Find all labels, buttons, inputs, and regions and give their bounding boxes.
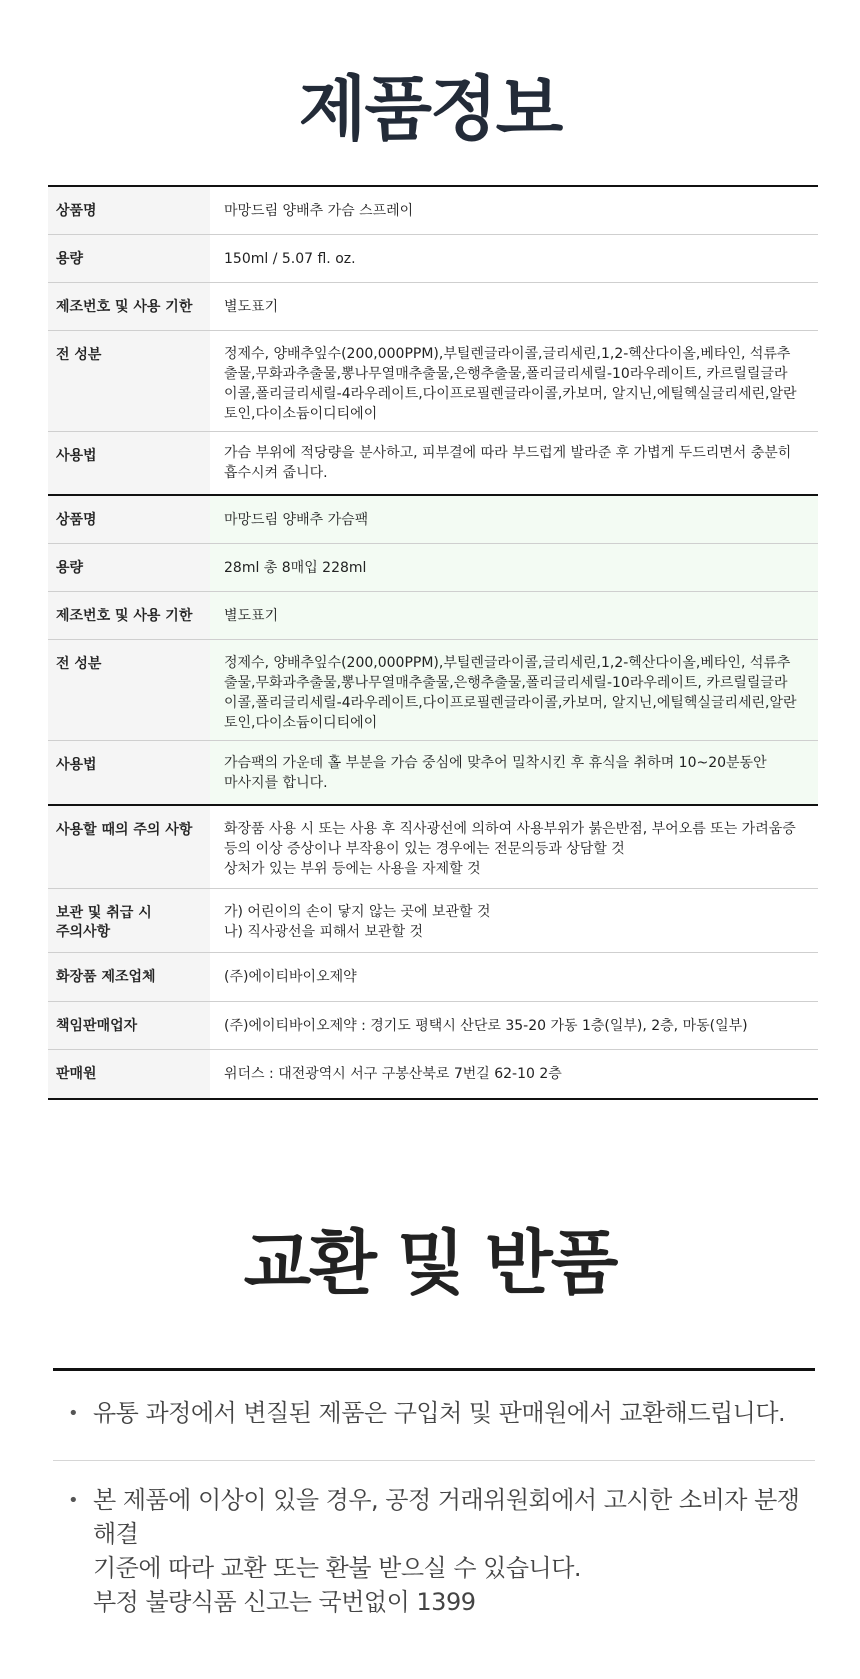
row-label-volume: 용량: [48, 544, 210, 591]
row-value-ingredients: 정제수, 양배추잎수(200,000PPM),부틸렌글라이콜,글리세린,1,2-헥산다이올,베타인, 석류추 출물,무화과추출물,뽕나무열매추출물,은행추출물,폴리글리세릴-10라우레이트, 카르릴릴글라 이콜,폴리글리세릴-4라우레이트,다이프로필렌글라이콜,카보머, 알지닌,에틸헥실글리세린,알란 토인,다이소듐이디티에이: [210, 640, 818, 740]
table-row: [48, 953, 818, 1002]
list-item: [53, 1461, 815, 1619]
row-label-ingredients: 전 성분: [48, 640, 210, 740]
row-value-distributor: 위더스 : 대전광역시 서구 구봉산북로 7번길 62-10 2층: [224, 1066, 562, 1082]
row-value-volume: 150ml / 5.07 fl. oz.: [224, 250, 356, 267]
exchange-return-title: 교환 및 반품: [243, 1222, 617, 1304]
row-label-usage-caution: 사용할 때의 주의 사항: [48, 806, 210, 888]
row-value-lot-expiry: 별도표기: [224, 298, 279, 315]
row-label-lot-expiry: 제조번호 및 사용 기한: [48, 592, 210, 639]
row-label-manufacturer: 화장품 제조업체: [48, 953, 210, 1001]
row-value-ingredients: 정제수, 양배추잎수(200,000PPM),부틸렌글라이콜,글리세린,1,2-헥산다이올,베타인, 석류추 출물,무화과추출물,뽕나무열매추출물,은행추출물,폴리글리세릴-10라우레이트, 카르릴릴글라 이콜,폴리글리세릴-4라우레이트,다이프로필렌글라이콜,카보머, 알지닌,에틸헥실글리세린,알란 토인,다이소듐이디티에이: [224, 346, 797, 422]
row-value-lot-expiry: 별도표기: [210, 592, 818, 639]
table-row: [48, 544, 818, 592]
row-value-product-name: 마망드림 양배추 가슴팩: [210, 496, 818, 543]
exchange-policy-text: 유통 과정에서 변질된 제품은 구입처 및 판매원에서 교환해드립니다.: [93, 1399, 786, 1427]
row-label-product-name: 상품명: [48, 187, 210, 234]
table-row: [48, 496, 818, 544]
row-label-ingredients: 전 성분: [48, 331, 210, 431]
row-label-distributor: 판매원: [48, 1050, 210, 1098]
table-row: [48, 235, 818, 283]
row-value-volume: 28ml 총 8매입 228ml: [210, 544, 818, 591]
row-label-storage-caution: 보관 및 취급 시 주의사항: [48, 889, 210, 952]
table-row: [48, 741, 818, 806]
row-label-lot-expiry: 제조번호 및 사용 기한: [48, 283, 210, 330]
row-value-usage-caution: 화장품 사용 시 또는 사용 후 직사광선에 의하여 사용부위가 붉은반점, 부어오름 또는 가려움증 등의 이상 증상이나 부작용이 있는 경우에는 전문의등과 상담할 것 상처가 있는 부위 등에는 사용을 자제할 것: [224, 821, 796, 877]
table-row: [48, 1050, 818, 1098]
table-row: [48, 889, 818, 953]
row-value-usage: 가슴팩의 가운데 홀 부분을 가슴 중심에 맞추어 밀착시킨 후 휴식을 취하며 10~20분동안 마사지를 합니다.: [210, 741, 818, 804]
row-value-usage: 가슴 부위에 적당량을 분사하고, 피부결에 따라 부드럽게 발라준 후 가볍게 두드리면서 충분히 흡수시켜 줍니다.: [224, 445, 792, 481]
product-info-title: 제품정보: [298, 68, 562, 150]
table-row: [48, 1002, 818, 1050]
row-label-product-name: 상품명: [48, 496, 210, 543]
row-label-usage: 사용법: [48, 432, 210, 494]
list-item: [53, 1371, 815, 1461]
row-value-manufacturer: (주)에이티바이오제약: [224, 969, 357, 985]
table-row: [48, 187, 818, 235]
row-label-volume: 용량: [48, 235, 210, 282]
row-value-product-name: 마망드림 양배추 가슴 스프레이: [224, 202, 414, 219]
bullet-icon: •: [68, 1490, 79, 1511]
table-row: [48, 331, 818, 432]
row-value-responsible-seller: (주)에이티바이오제약 : 경기도 평택시 산단로 35-20 가동 1층(일부), 2층, 마동(일부): [224, 1017, 748, 1034]
row-label-usage: 사용법: [48, 741, 210, 804]
refund-policy-text: 본 제품에 이상이 있을 경우, 공정 거래위원회에서 고시한 소비자 분쟁 해결 기준에 따라 교환 또는 환불 받으실 수 있습니다. 부정 불량식품 신고는 국번없이 1399: [93, 1486, 800, 1616]
exchange-policy-list: [53, 1368, 815, 1619]
product-info-table: [48, 185, 818, 1100]
table-row: [48, 806, 818, 889]
table-row: [48, 283, 818, 331]
table-row: [48, 592, 818, 640]
row-label-responsible-seller: 책임판매업자: [48, 1002, 210, 1049]
table-row: [48, 640, 818, 741]
row-value-storage-caution: 가) 어린이의 손이 닿지 않는 곳에 보관할 것 나) 직사광선을 피해서 보관할 것: [224, 904, 491, 940]
bullet-icon: •: [68, 1403, 79, 1424]
table-row: [48, 432, 818, 496]
